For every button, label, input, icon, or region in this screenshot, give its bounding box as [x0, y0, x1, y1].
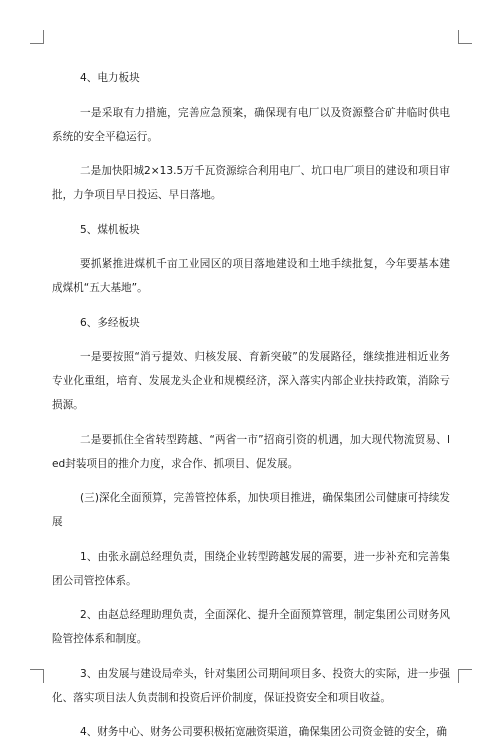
- paragraph: 二是要抓住全省转型跨越、“两省一市”招商引资的机遇，加大现代物流贸易、led封装项目的推介力度，求合作、抓项目、促发展。: [52, 433, 450, 470]
- paragraph: (三)深化全面预算，完善管控体系，加快项目推进，确保集团公司健康可持续发展: [52, 492, 450, 528]
- paragraph: 3、由发展与建设局牵头，针对集团公司期间项目多、投资大的实际，进一步强化、落实项目法人负责制和投资后评价制度，保证投资安全和项目收益。: [52, 667, 450, 704]
- section-heading-power: 4、电力板块: [80, 72, 140, 84]
- crop-mark-bottom-right: [458, 669, 472, 683]
- paragraph: 要抓紧推进煤机千亩工业园区的项目落地建设和土地手续批复，今年要基本建成煤机“五大基地”。: [52, 258, 450, 294]
- paragraph: 一是采取有力措施，完善应急预案，确保现有电厂以及资源整合矿井临时供电系统的安全平稳运行。: [52, 106, 450, 143]
- crop-mark-bottom-left: [30, 669, 44, 683]
- crop-mark-top-left: [30, 30, 44, 44]
- paragraph: 2、由赵总经理助理负责，全面深化、提升全面预算管理，制定集团公司财务风险管控体系和制度。: [52, 609, 450, 645]
- paragraph: 一是要按照“消亏提效、归核发展、育新突破”的发展路径，继续推进相近业务专业化重组，培育、发展龙头企业和规模经济，深入落实内部企业扶持政策，消除亏损源。: [52, 351, 450, 411]
- paragraph: 4、财务中心、财务公司要积极拓宽融资渠道，确保集团公司资金链的安全，确: [80, 726, 447, 738]
- document-body: [52, 66, 450, 755]
- paragraph: 二是加快阳城2×13.5万千瓦资源综合利用电厂、坑口电厂项目的建设和项目审批，力争项目早日投运、早日落地。: [52, 165, 450, 201]
- section-heading-diversified: 6、多经板块: [80, 316, 140, 329]
- section-heading-coal-machinery: 5、煤机板块: [80, 223, 140, 236]
- crop-mark-top-right: [458, 30, 472, 44]
- paragraph: 1、由张永副总经理负责，围绕企业转型跨越发展的需要，进一步补充和完善集团公司管控体系。: [52, 550, 450, 587]
